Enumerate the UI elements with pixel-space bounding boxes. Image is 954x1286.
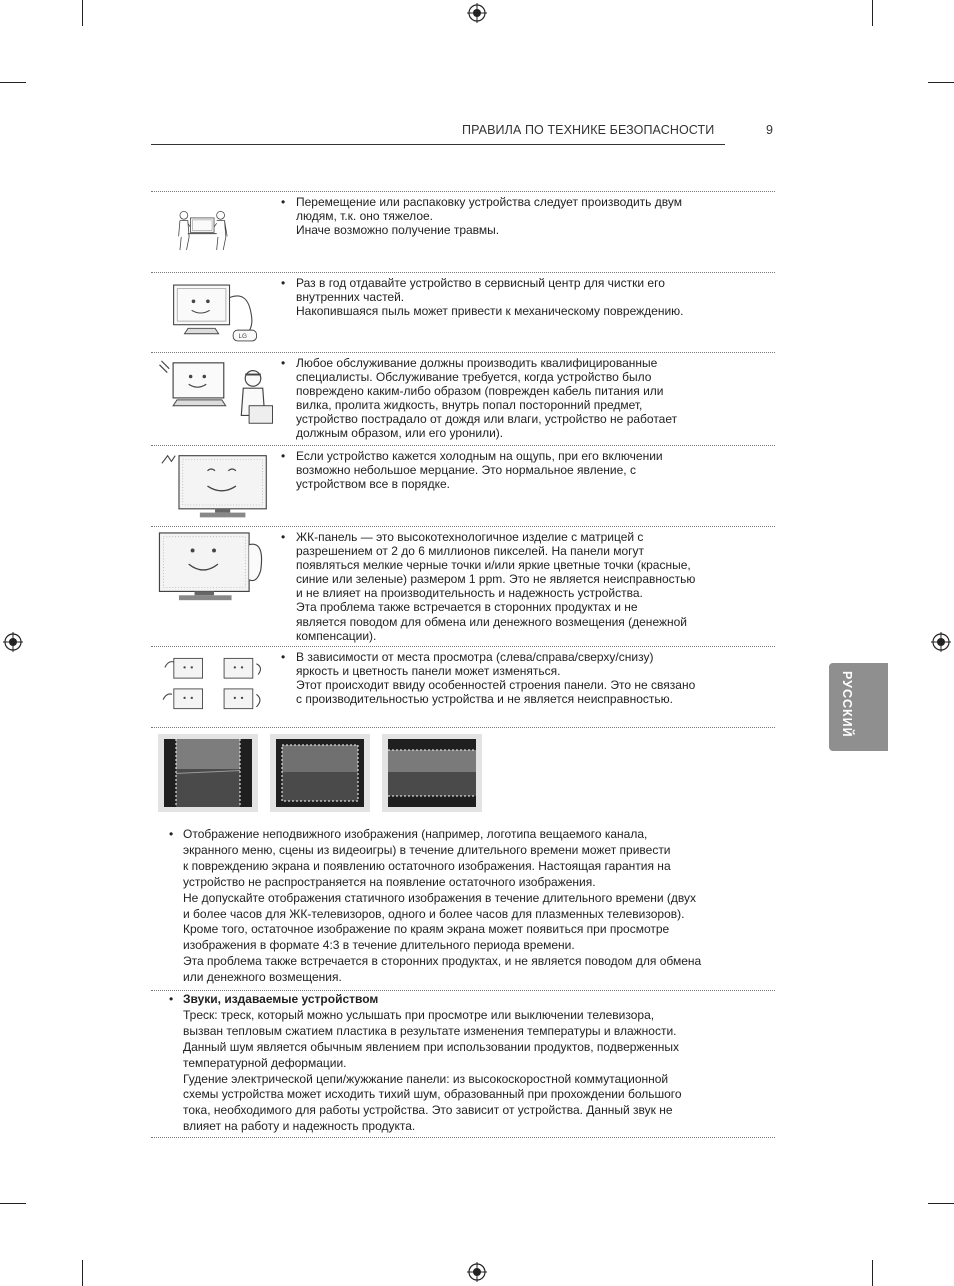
row-text: Накопившаяся пыль может привести к механическому повреждению.: [296, 304, 684, 319]
row-text: людям, т.к. оно тяжелое.: [296, 209, 433, 224]
section-text: тока, необходимого для работы устройства. Это зависит от устройства. Данный звук не: [183, 1103, 673, 1118]
bullet: •: [281, 530, 286, 544]
row-text: Любое обслуживание должны производить квалифицированные: [296, 356, 658, 370]
section-text: и более часов для ЖК-телевизоров, одного и более часов для плазменных телевизоров).: [183, 906, 685, 921]
registration-mark-icon: [467, 3, 487, 23]
smiling-tv-dotted-panel-icon: [155, 531, 275, 607]
row-text: возможно небольшое мерцание. Это нормальное явление, с: [296, 463, 636, 478]
row-text: Если устройство кажется холодным на ощупь, при его включении: [296, 449, 663, 463]
safety-row: [151, 273, 775, 352]
section-text: схемы устройства может исходить тихий шум, образованный при прохождении большого: [183, 1087, 682, 1102]
section-text: Отображение неподвижного изображения (например, логотипа вещаемого канала,: [183, 827, 648, 841]
row-text: ЖК-панель — это высокотехнологичное изделие с матрицей с: [296, 530, 644, 544]
safety-row: [151, 192, 775, 272]
section-text: или денежного возмещения.: [183, 970, 342, 985]
row-text: специалисты. Обслуживание требуется, когда устройство было: [296, 370, 652, 385]
section-text: влияет на работу и надежность продукта.: [183, 1119, 416, 1134]
row-text: и не влияет на производительность и надежность устройства.: [296, 586, 643, 601]
bullet: •: [281, 356, 286, 370]
row-text: Перемещение или распаковку устройства следует производить двум: [296, 195, 682, 209]
section-text: экранного меню, сцены из видеоигры) в течение длительного времени может привести: [183, 842, 671, 857]
bullet: •: [281, 449, 286, 463]
section-text: Гудение электрической цепи/жужжание панели: из высокоскоростной коммутационной: [183, 1071, 669, 1086]
section-text: к повреждению экрана и появлению остаточного изображения. Настоящая гарантия на: [183, 858, 671, 873]
row-text: появляться мелкие черные точки и/или яркие цветные точки (красные,: [296, 558, 691, 573]
row-text: компенсации).: [296, 628, 377, 643]
crop-mark: [82, 0, 83, 26]
section-text: Не допускайте отображения статичного изображения в течение длительного времени (двух: [183, 890, 697, 905]
safety-row: [151, 353, 775, 445]
row-text: вилка, пролита жидкость, внутрь попал посторонний предмет,: [296, 398, 643, 413]
registration-mark-icon: [467, 1262, 487, 1282]
svg-text:LG: LG: [238, 333, 247, 341]
page-number: 9: [766, 123, 773, 137]
tv-service-technician-icon: [151, 357, 279, 433]
row-text: Этот происходит ввиду особенностей строения панели. Это не связано: [296, 678, 696, 693]
section-text: Кроме того, остаточное изображение по краям экрана может появиться при просмотре: [183, 922, 670, 937]
crop-mark: [928, 1203, 954, 1204]
row-divider: [151, 1137, 775, 1138]
row-text: внутренних частей.: [296, 290, 405, 305]
row-divider: [151, 990, 775, 991]
retention-photo-frame: [270, 734, 370, 812]
crop-mark: [872, 1260, 873, 1286]
two-people-carrying-tv-icon: [176, 198, 256, 268]
tv-vacuum-cleaner-icon: [161, 277, 271, 349]
page-header-title: ПРАВИЛА ПО ТЕХНИКЕ БЕЗОПАСНОСТИ: [462, 123, 715, 137]
row-text: Иначе возможно получение травмы.: [296, 223, 500, 238]
header-divider: [151, 144, 725, 145]
crop-mark: [82, 1260, 83, 1286]
row-text: синие или зеленые) размером 1 ppm. Это не является неисправностью: [296, 572, 696, 587]
bullet: •: [169, 992, 174, 1006]
row-text: Эта проблема также встречается в сторонних продуктах и не: [296, 600, 638, 615]
crop-mark: [872, 0, 873, 26]
row-text: устройство пострадало от дождя или влаги, устройство не работает: [296, 412, 678, 427]
device-sounds-section: [169, 992, 763, 1135]
safety-row: [151, 527, 775, 646]
tv-viewing-angles-icon: [161, 653, 271, 723]
row-text: с производительностью устройства и не является неисправностью.: [296, 692, 674, 707]
section-text: температурной деформации.: [183, 1055, 347, 1070]
bullet: •: [281, 276, 286, 290]
bullet: •: [281, 195, 286, 209]
section-text: вызван тепловым сжатием пластика в результате изменения температуры и влажности.: [183, 1023, 677, 1038]
row-text: устройством все в порядке.: [296, 477, 450, 492]
crop-mark: [928, 82, 954, 83]
registration-mark-icon: [3, 632, 23, 652]
section-text: Треск: треск, который можно услышать при просмотре или выключении телевизора,: [183, 1007, 655, 1022]
row-text: разрешением от 2 до 6 миллионов пикселей. На панели могут: [296, 544, 645, 559]
bullet: •: [169, 827, 174, 841]
section-text: Эта проблема также встречается в сторонних продуктах, и не является поводом для обмена: [183, 954, 702, 969]
row-divider: [151, 727, 775, 728]
safety-row: [151, 446, 775, 526]
row-text: должным образом, или его уронили).: [296, 426, 504, 441]
row-text: яркость и цветность панели может изменяться.: [296, 664, 561, 679]
section-heading: Звуки, издаваемые устройством: [183, 992, 379, 1006]
image-retention-section: [169, 827, 763, 986]
crop-mark: [0, 1203, 26, 1204]
bullet: •: [281, 650, 286, 664]
row-text: является поводом для обмена или денежного возмещения (денежной: [296, 614, 688, 629]
retention-photo-pillarbox: [158, 734, 258, 812]
registration-mark-icon: [931, 632, 951, 652]
safety-row: [151, 647, 775, 727]
section-text: изображения в формате 4:3 в течение длительного периода времени.: [183, 938, 575, 953]
retention-photo-letterbox: [382, 734, 482, 812]
language-tab-label: РУССКИЙ: [840, 671, 854, 738]
crop-mark: [0, 82, 26, 83]
section-text: Данный шум является обычным явлением при использовании продуктов, подверженных: [183, 1039, 680, 1054]
row-text: В зависимости от места просмотра (слева/справа/сверху/снизу): [296, 650, 654, 664]
section-text: устройство не распространяется на появление остаточного изображения.: [183, 874, 596, 889]
row-text: повреждено каким-либо образом (поврежден кабель питания или: [296, 384, 664, 399]
language-tab: [829, 663, 888, 751]
row-text: Раз в год отдавайте устройство в сервисный центр для чистки его: [296, 276, 665, 290]
smiling-tv-ok-icon: [157, 450, 275, 524]
